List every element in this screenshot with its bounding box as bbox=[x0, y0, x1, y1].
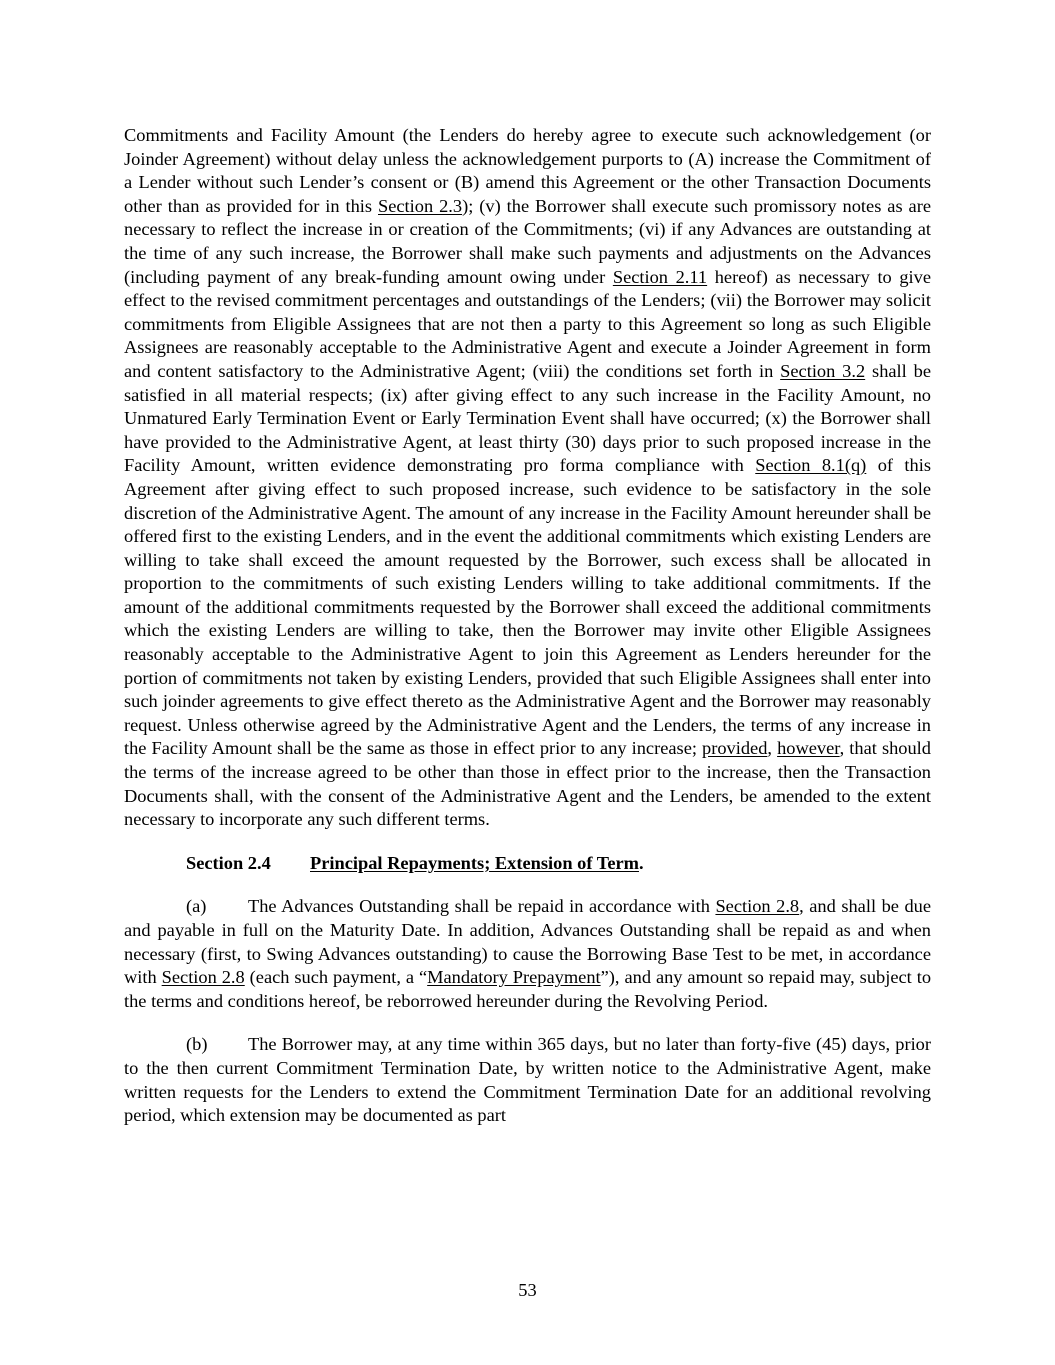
section-3-2-reference[interactable]: Section 3.2 bbox=[780, 360, 866, 381]
however-term: however bbox=[777, 738, 840, 759]
section-2-11-reference[interactable]: Section 2.11 bbox=[612, 266, 708, 287]
section-heading: Section 2.4 Principal Repayments; Extension of Term. bbox=[124, 852, 931, 876]
paragraph-continuation: Commitments and Facility Amount (the Lenders do hereby agree to execute such acknowledgement (or Joinder Agreement) without delay unless the acknowledgement purports to (A) increase the Commitment of a Lender without such Lender’s consent or (B) amend this Agreement or the other Transaction Documents other than as provided for in this Section 2.3); (v) the Borrower shall execute such promissory notes as are necessary to reflect the increase in or creation of the Commitments; (vi) if any Advances are outstanding at the time of any such increase, the Borrower shall make such payments and adjustments on the Advances (including payment of any break-funding amount owing under Section 2.11 hereof) as necessary to give effect to the revised commitment percentages and outstandings of the Lenders; (vii) the Borrower may solicit commitments from Eligible Assignees that are not then a party to this Agreement so long as such Eligible Assignees are reasonably acceptable to the Administrative Agent and execute a Joinder Agreement in form and content satisfactory to the Administrative Agent; (viii) the conditions set forth in Section 3.2 shall be satisfied in all material respects; (ix) after giving effect to any such increase in the Facility Amount, no Unmatured Early Termination Event or Early Termination Event shall have occurred; (x) the Borrower shall have provided to the Administrative Agent, at least thirty (30) days prior to such proposed increase in the Facility Amount, written evidence demonstrating pro forma compliance with Section 8.1(q) of this Agreement after giving effect to such proposed increase, such evidence to be satisfactory in the sole discretion of the Administrative Agent. The amount of any increase in the Facility Amount hereunder shall be offered first to the existing Lenders, and in the event the additional commitments which existing Lenders are willing to take shall exceed the amount requested by the Borrower, such excess shall be allocated in proportion to the commitments of such existing Lenders willing to take additional commitments. If the amount of the additional commitments requested by the Borrower shall exceed the additional commitments which the existing Lenders are willing to take, then the Borrower may invite other Eligible Assignees reasonably acceptable to the Administrative Agent to join this Agreement as Lenders hereunder for the portion of commitments not taken by existing Lenders, provided that such Eligible Assignees shall enter into such joinder agreements to give effect thereto as the Administrative Agent and the Borrower may reasonably request. Unless otherwise agreed by the Administrative Agent and the Lenders, the terms of any increase in the Facility Amount shall be the same as those in effect prior to any increase; provided, however, that should the terms of the increase agreed to be other than those in effect prior to the increase, then the Transaction Documents shall, with the consent of the Administrative Agent and the Lenders, be amended to the extent necessary to incorporate any such different terms. bbox=[124, 125, 932, 830]
section-title: Principal Repayments; Extension of Term bbox=[310, 852, 639, 873]
section-8-1-q-reference[interactable]: Section 8.1(q) bbox=[755, 455, 867, 476]
subsection-b: (b) The Borrower may, at any time within 365 days, but no later than forty-five (45) days, prior to the then current Commitment Termination Date, by written notice to the Administrative Agent, make written requests for the Lenders to extend the Commitment Termination Date for an additional revolving period, which extension may be documented as part bbox=[124, 1034, 931, 1126]
subsection-a-label: (a) bbox=[186, 896, 207, 917]
mandatory-prepayment-term: Mandatory Prepayment bbox=[427, 967, 601, 988]
subsection-b-label: (b) bbox=[186, 1034, 208, 1055]
section-number: Section 2.4 bbox=[186, 852, 271, 873]
page-number: 53 bbox=[518, 1280, 537, 1300]
subsection-a: (a) The Advances Outstanding shall be repaid in accordance with Section 2.8, and shall be due and payable in full on the Maturity Date. In addition, Advances Outstanding shall be repaid as and when necessary (first, to Swing Advances outstanding) to cause the Borrowing Base Test to be met, in accordance with Section 2.8 (each such payment, a “Mandatory Prepayment”), and any amount so repaid may, subject to the terms and conditions hereof, be reborrowed hereunder during the Revolving Period. bbox=[124, 896, 932, 1011]
provided-term: provided bbox=[702, 738, 768, 759]
section-2-8-reference-second[interactable]: Section 2.8 bbox=[161, 967, 245, 988]
section-2-8-reference[interactable]: Section 2.8 bbox=[715, 896, 800, 917]
document-page bbox=[124, 124, 931, 1128]
section-2-3-reference[interactable]: Section 2.3 bbox=[378, 195, 463, 216]
